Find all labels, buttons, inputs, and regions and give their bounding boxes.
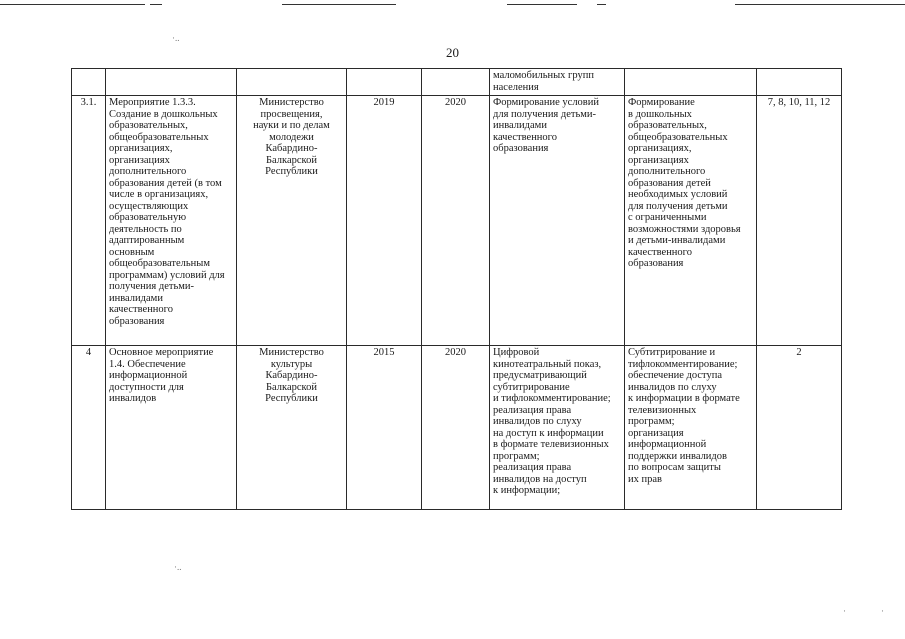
cell-end-year bbox=[422, 69, 490, 96]
cell-number bbox=[72, 69, 106, 96]
scan-edge-line bbox=[735, 4, 905, 5]
page-number: 20 bbox=[446, 45, 459, 60]
scan-edge-line bbox=[0, 4, 145, 5]
scan-edge-line bbox=[150, 4, 162, 5]
cell-expected-result: Цифровой кинотеатральный показ, предусматривающий субтитрирование и тифлокомментирование; реализация права инвалидов по слуху на доступ к информации в формате телевизионных программ; реализация права инвалидов на доступ к информации; bbox=[490, 346, 625, 510]
cell-end-year: 2020 bbox=[422, 346, 490, 510]
cell-expected-result: Формирование условий для получения детьми- инвалидами качественного образования bbox=[490, 96, 625, 346]
cell-indicators: 2 bbox=[757, 346, 842, 510]
cell-indicators: 7, 8, 10, 11, 12 bbox=[757, 96, 842, 346]
cell-consequences: Субтитрирование и тифлокомментирование; обеспечение доступа инвалидов по слуху к информации в формате телевизионных программ; организация информационной поддержки инвалидов по вопросам защиты их прав bbox=[625, 346, 757, 510]
table-continuation-row bbox=[72, 69, 842, 96]
cell-start-year: 2015 bbox=[347, 346, 422, 510]
cell-end-year: 2020 bbox=[422, 96, 490, 346]
scan-speck: ·.. bbox=[172, 33, 180, 43]
cell-executor bbox=[237, 69, 347, 96]
cell-measure: Основное мероприятие 1.4. Обеспечение информационной доступности для инвалидов bbox=[106, 346, 237, 510]
cell-start-year: 2019 bbox=[347, 96, 422, 346]
cell-consequences: Формирование в дошкольных образовательных, общеобразовательных организациях, организациях дополнительного образования детей необходимых условий для получения детьми с ограниченными возможностями здоровья и детьми-инвалидами качественного образования bbox=[625, 96, 757, 346]
scan-edge-line bbox=[507, 4, 577, 5]
scan-speck: · bbox=[881, 606, 884, 616]
cell-measure: Мероприятие 1.3.3. Создание в дошкольных образовательных, общеобразовательных организациях, организациях дополнительного образования детей (в том числе в организациях, осуществляющих образовательную деятельность по адаптированным основным общеобразовательным программам) условий для получения детьми- инвалидами качественного образования bbox=[106, 96, 237, 346]
measures-table bbox=[71, 68, 842, 510]
scan-speck: ·.. bbox=[174, 562, 182, 572]
scan-speck: · bbox=[843, 606, 846, 616]
scan-edge-line bbox=[597, 4, 606, 5]
cell-executor: Министерство просвещения, науки и по делам молодежи Кабардино- Балкарской Республики bbox=[237, 96, 347, 346]
cell-number: 4 bbox=[72, 346, 106, 510]
scan-edge-line bbox=[282, 4, 396, 5]
table-row bbox=[72, 346, 842, 510]
cell-indicators bbox=[757, 69, 842, 96]
cell-number: 3.1. bbox=[72, 96, 106, 346]
table-row bbox=[72, 96, 842, 346]
cell-measure bbox=[106, 69, 237, 96]
cell-consequences bbox=[625, 69, 757, 96]
cell-executor: Министерство культуры Кабардино- Балкарской Республики bbox=[237, 346, 347, 510]
cell-start-year bbox=[347, 69, 422, 96]
cell-expected-result: маломобильных групп населения bbox=[490, 69, 625, 96]
